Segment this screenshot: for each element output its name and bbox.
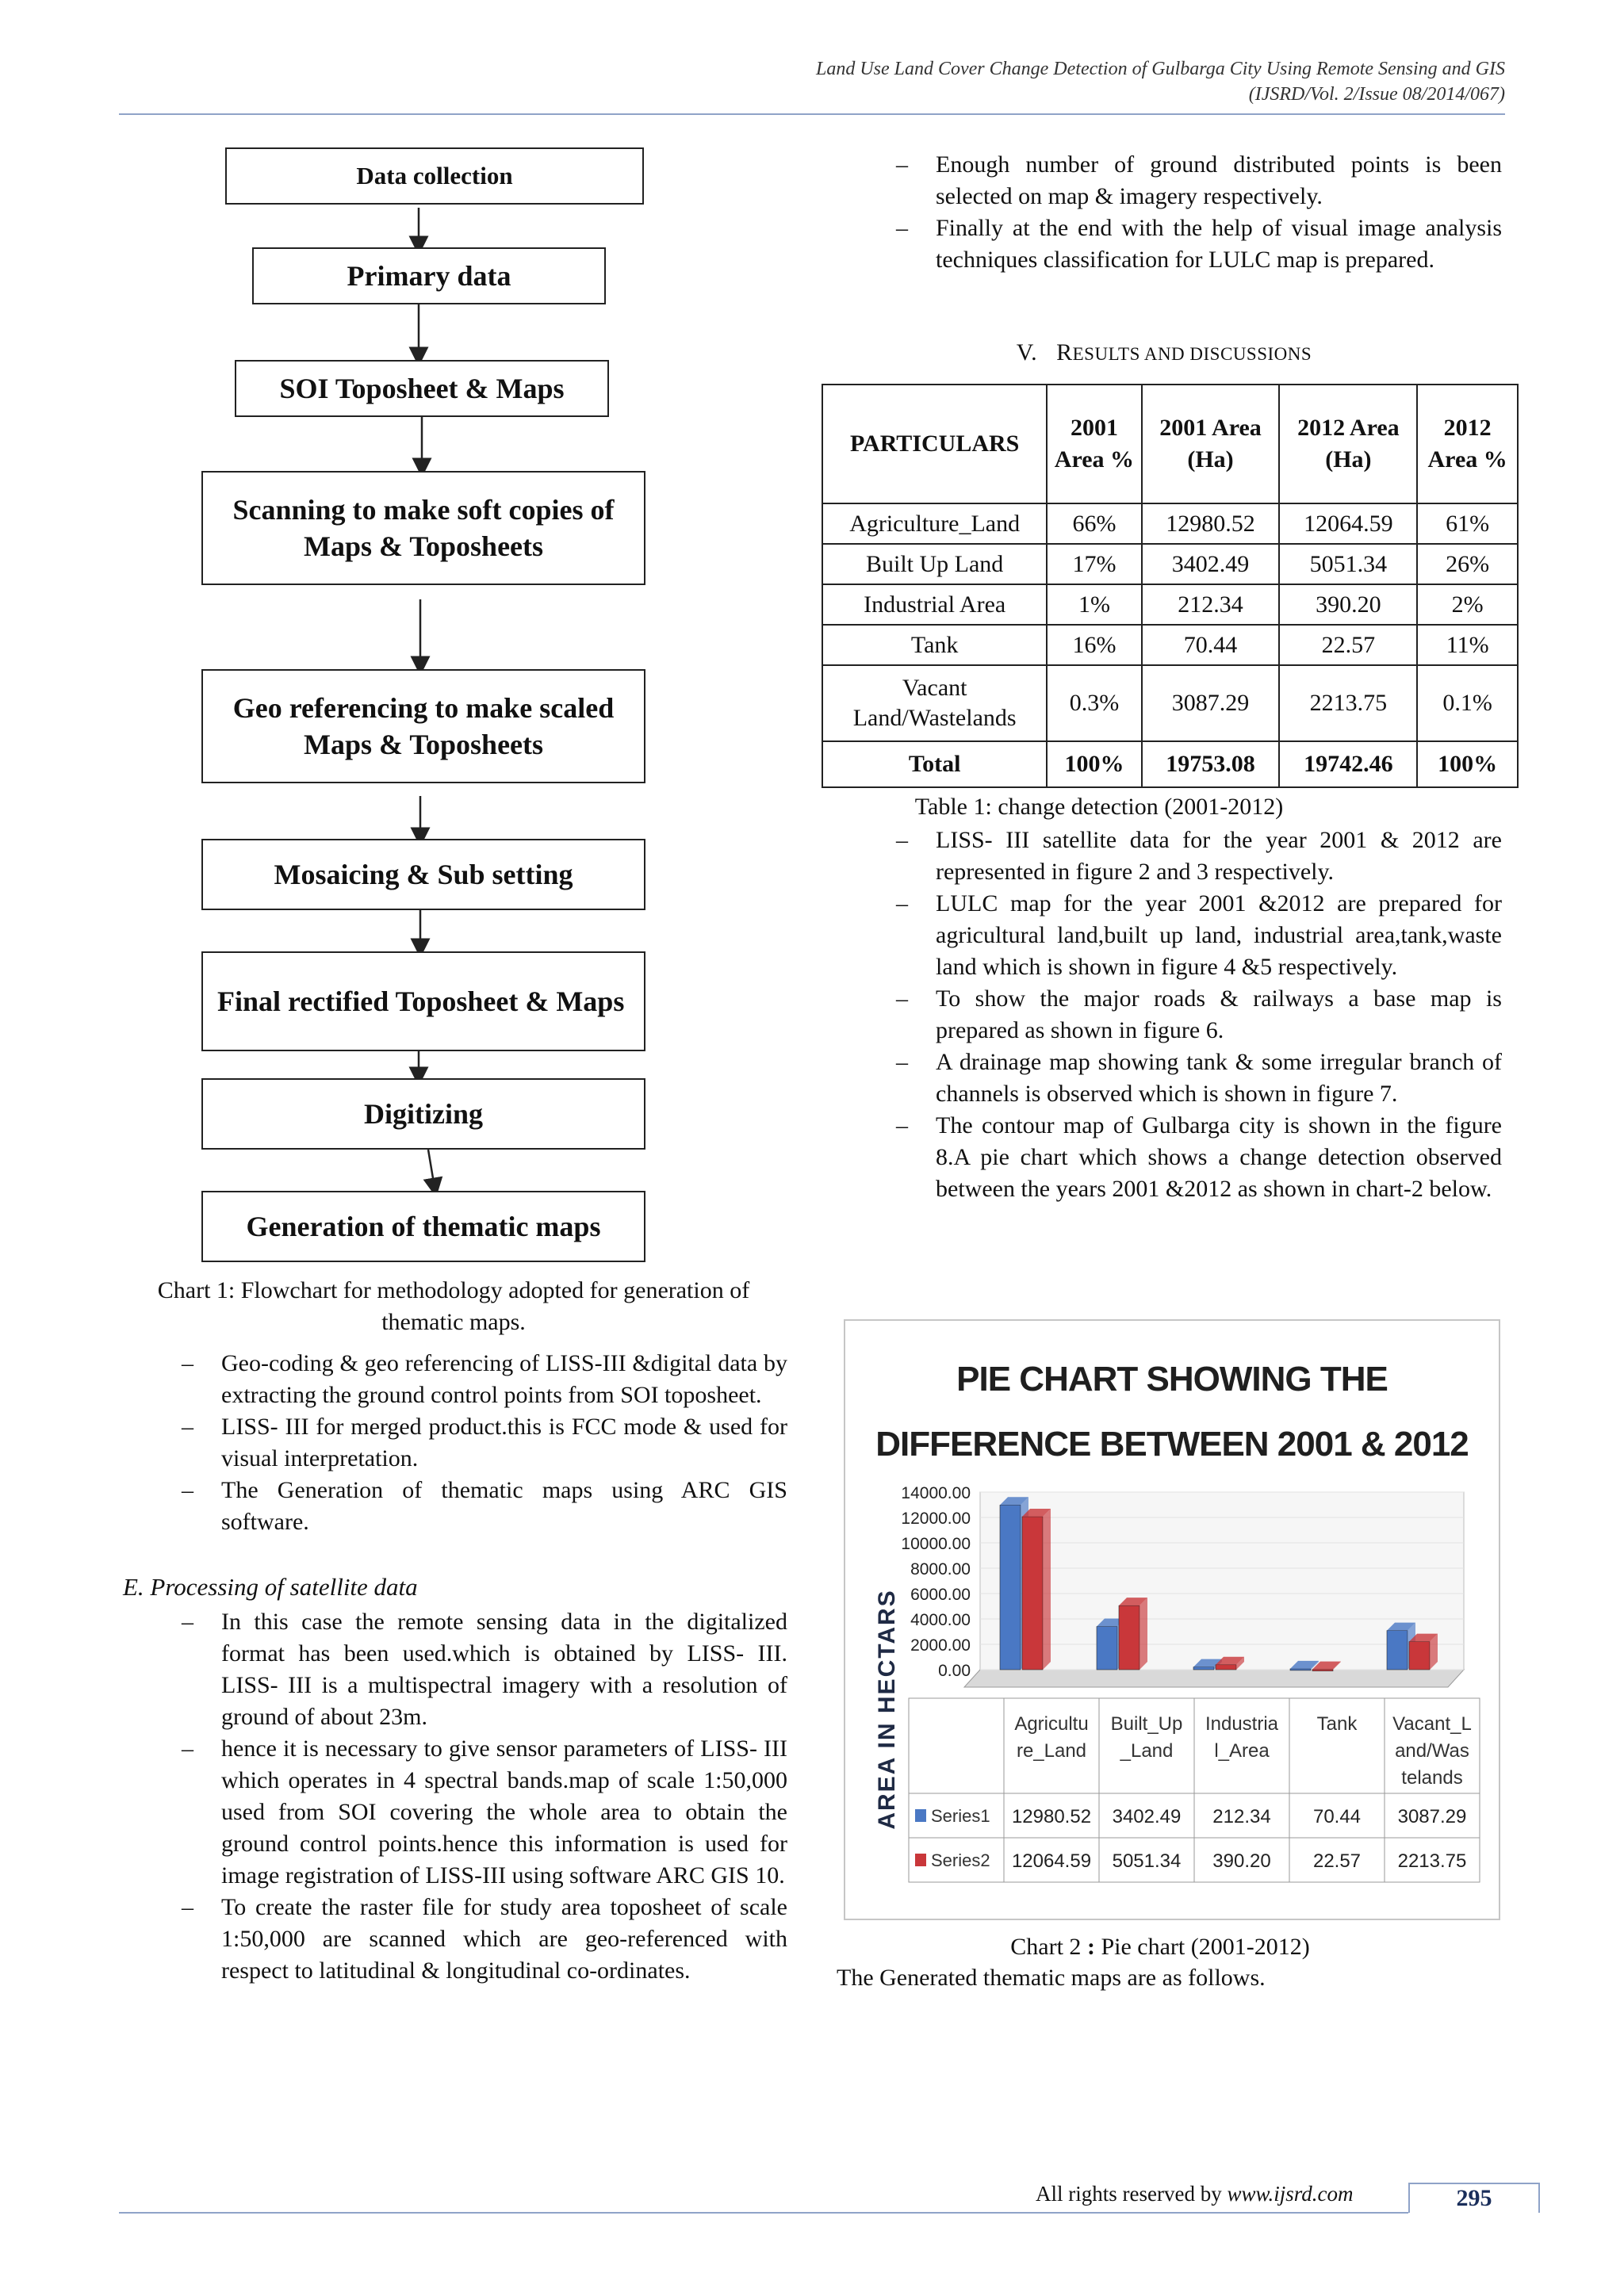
table-cell: 2% — [1417, 584, 1518, 625]
chart-data-label: 12064.59 — [1011, 1850, 1092, 1872]
chart-data-label: 22.57 — [1312, 1850, 1362, 1872]
chart-y-tick-label: 6000.00 — [910, 1586, 971, 1604]
chart-bar — [1119, 1605, 1139, 1670]
table-cell: 3087.29 — [1142, 665, 1280, 741]
chart-data-label: 3402.49 — [1112, 1806, 1182, 1827]
chart-data-label: 212.34 — [1212, 1806, 1271, 1827]
table-cell: 19742.46 — [1279, 741, 1417, 787]
chart-y-tick-label: 0.00 — [938, 1662, 971, 1680]
chart-category-label: _Land — [1120, 1740, 1174, 1762]
chart-legend-label: Series2 — [931, 1850, 990, 1870]
chart-legend-swatch — [915, 1854, 926, 1866]
chart-y-tick-label: 14000.00 — [901, 1484, 971, 1502]
chart-category-label: Built_Up — [1110, 1713, 1183, 1735]
table-cell: 22.57 — [1279, 625, 1417, 665]
table-row — [822, 584, 1518, 625]
chart-bar — [1022, 1517, 1043, 1670]
chart-category-label: telands — [1401, 1767, 1463, 1789]
list-item: – Finally at the end with the help of visual image analysis techniques classification for LULC map is prepared. — [896, 212, 1502, 276]
chart-y-axis-label: AREA IN HECTARS — [874, 1589, 900, 1830]
table-cell: 2213.75 — [1279, 665, 1417, 741]
difference-bar-chart — [844, 1319, 1500, 1920]
footer-rule — [119, 2212, 1408, 2214]
table-cell: 66% — [1047, 503, 1141, 544]
step-geo-referencing: Geo referencing to make scaled Maps & Toposheets — [201, 669, 645, 783]
closing-sentence: The Generated thematic maps are as follows. — [837, 1965, 1266, 1991]
table-cell: Industrial Area — [822, 584, 1047, 625]
chart-data-label: 12980.52 — [1011, 1806, 1092, 1827]
right-bullet-list-2 — [896, 825, 1502, 1205]
step-final-rectified: Final rectified Toposheet & Maps — [201, 951, 645, 1051]
step-mosaicing: Mosaicing & Sub setting — [201, 839, 645, 910]
chart-category-label: and/Was — [1395, 1740, 1469, 1762]
chart-title-line-1: PIE CHART SHOWING THE — [956, 1360, 1388, 1399]
change-detection-table — [822, 384, 1519, 788]
chart-y-tick-label: 8000.00 — [910, 1560, 971, 1578]
flowchart-caption: Chart 1: Flowchart for methodology adopted for generation of thematic maps. — [157, 1277, 750, 1335]
chart-bar — [1000, 1505, 1021, 1670]
right-bullet-list-1 — [896, 149, 1502, 276]
table-cell: 17% — [1047, 544, 1141, 584]
table-cell: Total — [822, 741, 1047, 787]
page-number: 295 — [1408, 2183, 1540, 2213]
chart-caption-text: Pie chart (2001-2012) — [1101, 1934, 1310, 1960]
table-header-row — [822, 385, 1518, 503]
table-cell: 212.34 — [1142, 584, 1280, 625]
left-bullet-list-2 — [182, 1606, 787, 1987]
list-item: – Geo-coding & geo referencing of LISS-III &digital data by extracting the ground control points from SOI toposheet. — [182, 1348, 787, 1411]
list-item: – LISS- III satellite data for the year 2001 & 2012 are represented in figure 2 and 3 respectively. — [896, 825, 1502, 888]
table-cell: 12980.52 — [1142, 503, 1280, 544]
list-item: – A drainage map showing tank & some irregular branch of channels is observed which is shown in figure 7. — [896, 1047, 1502, 1110]
chart-category-label: Industria — [1205, 1713, 1279, 1735]
footer-site-link[interactable]: www.ijsrd.com — [1227, 2182, 1354, 2206]
chart-data-label: 390.20 — [1212, 1850, 1271, 1872]
list-item: – To create the raster file for study area toposheet of scale 1:50,000 are scanned which are geo-referenced with respect to latitudinal & longitudinal co-ordinates. — [182, 1892, 787, 1987]
list-item: – LULC map for the year 2001 &2012 are prepared for agricultural land,built up land, industrial area,tank,waste land which is shown in figure 4 &5 respectively. — [896, 888, 1502, 983]
chart-bar — [1193, 1667, 1214, 1670]
step-soi-toposheet: SOI Toposheet & Maps — [235, 360, 609, 417]
table-cell: 16% — [1047, 625, 1141, 665]
table-header-cell: PARTICULARS — [822, 385, 1047, 503]
section-initial: R — [1056, 339, 1073, 365]
table-cell: 100% — [1047, 741, 1141, 787]
chart-bar — [1409, 1642, 1430, 1670]
section-number: V. — [1016, 339, 1038, 365]
table-row — [822, 665, 1518, 741]
table-cell: 0.3% — [1047, 665, 1141, 741]
chart-caption-colon: : — [1081, 1934, 1101, 1960]
table-header-cell: 2001 Area (Ha) — [1142, 385, 1280, 503]
methodology-flowchart — [0, 0, 812, 1284]
table-caption: Table 1: change detection (2001-2012) — [914, 794, 1284, 820]
table-row — [822, 544, 1518, 584]
chart-bar — [1387, 1631, 1408, 1670]
left-bullet-list-1 — [182, 1348, 787, 1538]
table-cell: 26% — [1417, 544, 1518, 584]
table-cell: 1% — [1047, 584, 1141, 625]
chart-plot-floor — [964, 1670, 1464, 1687]
chart-category-label: Agricultu — [1014, 1713, 1089, 1735]
table-cell: Tank — [822, 625, 1047, 665]
table-total-row — [822, 741, 1518, 787]
chart-y-tick-label: 2000.00 — [910, 1636, 971, 1655]
table-cell: Vacant Land/Wastelands — [822, 665, 1047, 741]
arrow-8 — [428, 1150, 435, 1188]
table-row — [822, 625, 1518, 665]
step-primary-data: Primary data — [252, 247, 606, 304]
chart-data-label: 3087.29 — [1397, 1806, 1467, 1827]
chart-caption-label: Chart 2 — [1010, 1934, 1082, 1960]
list-item: – LISS- III for merged product.this is FCC mode & used for visual interpretation. — [182, 1411, 787, 1475]
chart-category-label: re_Land — [1016, 1740, 1087, 1762]
section-title-smallcaps: ESULTS AND DISCUSSIONS — [1072, 344, 1312, 364]
table-header-cell: 2012 Area % — [1417, 385, 1518, 503]
table-row — [822, 503, 1518, 544]
flowchart-arrows — [0, 0, 812, 1284]
table-cell: 12064.59 — [1279, 503, 1417, 544]
chart-legend-label: Series1 — [931, 1806, 990, 1826]
table-cell: Built Up Land — [822, 544, 1047, 584]
chart-category-label: Vacant_L — [1392, 1713, 1472, 1735]
chart-y-tick-label: 10000.00 — [901, 1535, 971, 1553]
chart-bar — [1216, 1665, 1236, 1670]
chart-bar — [1097, 1627, 1117, 1670]
chart-bar-side — [1043, 1509, 1051, 1670]
step-digitizing: Digitizing — [201, 1078, 645, 1150]
step-generation-thematic-maps: Generation of thematic maps — [201, 1191, 645, 1262]
table-cell: 11% — [1417, 625, 1518, 665]
table-cell: 70.44 — [1142, 625, 1280, 665]
chart-bar — [1312, 1670, 1333, 1671]
chart-category-label: l_Area — [1214, 1740, 1270, 1762]
table-cell: 3402.49 — [1142, 544, 1280, 584]
chart-svg — [845, 1321, 1499, 1919]
table-cell: 19753.08 — [1142, 741, 1280, 787]
chart-data-label: 2213.75 — [1397, 1850, 1467, 1872]
chart-bar-side — [1139, 1598, 1147, 1670]
header-rule — [119, 113, 1505, 115]
section-heading-e: E. Processing of satellite data — [123, 1573, 418, 1601]
step-scanning: Scanning to make soft copies of Maps & Toposheets — [201, 471, 645, 585]
running-header-title: Land Use Land Cover Change Detection of Gulbarga City Using Remote Sensing and GIS — [815, 59, 1505, 79]
step-data-collection: Data collection — [225, 147, 644, 205]
list-item: – Enough number of ground distributed points is been selected on map & imagery respectively. — [896, 149, 1502, 212]
table-cell: 0.1% — [1417, 665, 1518, 741]
table-header-cell: 2012 Area (Ha) — [1279, 385, 1417, 503]
list-item: – The Generation of thematic maps using ARC GIS software. — [182, 1475, 787, 1538]
table-cell: 61% — [1417, 503, 1518, 544]
table-cell: 5051.34 — [1279, 544, 1417, 584]
running-header-issue: (IJSRD/Vol. 2/Issue 08/2014/067) — [1248, 84, 1505, 105]
chart-title-line-2: DIFFERENCE BETWEEN 2001 & 2012 — [875, 1425, 1469, 1464]
table-header-cell: 2001 Area % — [1047, 385, 1141, 503]
chart-y-tick-label: 4000.00 — [910, 1611, 971, 1629]
table-cell: 390.20 — [1279, 584, 1417, 625]
chart-bar — [1290, 1669, 1311, 1670]
section-heading-v — [823, 339, 1505, 366]
footer-rights-text: All rights reserved by — [1036, 2182, 1228, 2206]
chart-data-label: 5051.34 — [1112, 1850, 1182, 1872]
table-cell: Agriculture_Land — [822, 503, 1047, 544]
footer-rights — [1036, 2182, 1353, 2206]
list-item: – In this case the remote sensing data in the digitalized format has been used.which is obtained by LISS- III. LISS- III is a multispectral imagery with a resolution of ground of about 23m. — [182, 1606, 787, 1733]
table-cell: 100% — [1417, 741, 1518, 787]
chart-category-label: Tank — [1316, 1713, 1358, 1735]
list-item: – hence it is necessary to give sensor parameters of LISS- III which operates in 4 spectral bands.map of scale 1:50,000 used from SOI covering the whole area to obtain the ground control points.hence this information is used for image registration of LISS-III using software ARC GIS 10. — [182, 1733, 787, 1892]
list-item: – To show the major roads & railways a base map is prepared as shown in figure 6. — [896, 983, 1502, 1047]
chart-y-tick-label: 12000.00 — [901, 1510, 971, 1528]
list-item: – The contour map of Gulbarga city is shown in the figure 8.A pie chart which shows a change detection observed between the years 2001 &2012 as shown in chart-2 below. — [896, 1110, 1502, 1205]
chart-caption — [822, 1931, 1499, 1963]
chart-legend-swatch — [915, 1809, 926, 1822]
chart-data-label: 70.44 — [1312, 1806, 1362, 1827]
